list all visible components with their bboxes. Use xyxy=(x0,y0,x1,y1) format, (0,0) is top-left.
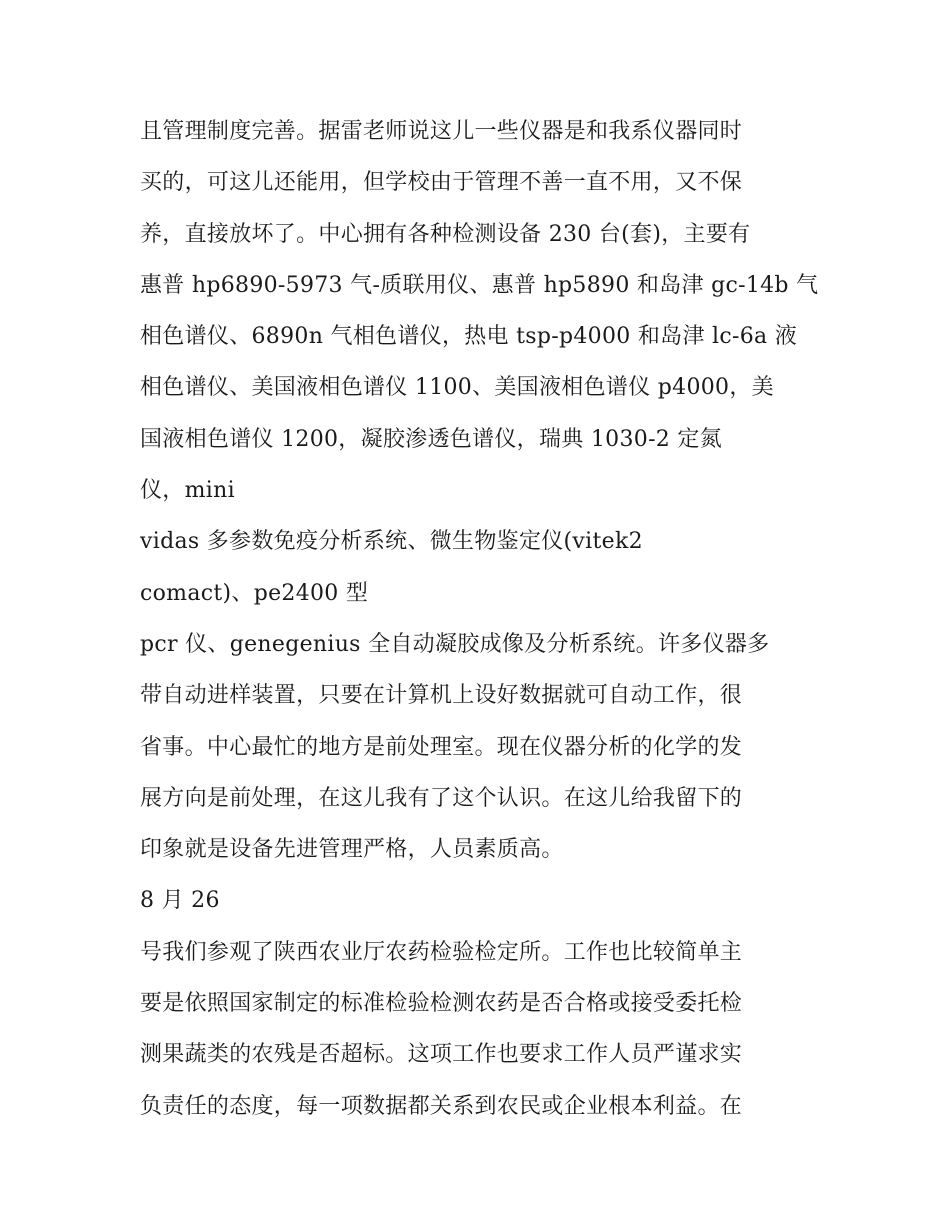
text-line: 相色谱仪、6890n 气相色谱仪，热电 tsp-p4000 和岛津 lc-6a 液 xyxy=(140,324,798,350)
text-line: 养，直接放坏了。中心拥有各种检测设备 230 台(套)，主要有 xyxy=(140,221,751,247)
text-line: vidas 多参数免疫分析系统、微生物鉴定仪(vitek2 xyxy=(140,529,643,555)
text-line: 省事。中心最忙的地方是前处理室。现在仪器分析的化学的发 xyxy=(140,734,743,760)
text-line: 号我们参观了陕西农业厅农药检验检定所。工作也比较简单主 xyxy=(140,939,743,965)
text-line: 带自动进样装置，只要在计算机上设好数据就可自动工作，很 xyxy=(140,683,743,709)
text-line: 买的，可这儿还能用，但学校由于管理不善一直不用，又不保 xyxy=(140,170,743,196)
text-line: 惠普 hp6890-5973 气-质联用仪、惠普 hp5890 和岛津 gc-14b 气 xyxy=(140,272,819,298)
text-line: 展方向是前处理，在这儿我有了这个认识。在这儿给我留下的 xyxy=(140,785,743,811)
text-line: 印象就是设备先进管理严格，人员素质高。 xyxy=(140,837,564,863)
text-line: 国液相色谱仪 1200，凝胶渗透色谱仪，瑞典 1030-2 定氮 xyxy=(140,426,722,452)
body-text xyxy=(140,106,820,1132)
text-line: 要是依照国家制定的标准检验检测农药是否合格或接受委托检 xyxy=(140,991,743,1017)
text-line: pcr 仪、genegenius 全自动凝胶成像及分析系统。许多仪器多 xyxy=(140,631,770,657)
text-line: 仪，mini xyxy=(140,478,235,504)
text-line: comact)、pe2400 型 xyxy=(140,580,369,606)
text-line: 且管理制度完善。据雷老师说这儿一些仪器是和我系仪器同时 xyxy=(140,119,743,144)
text-line: 负责任的态度，每一项数据都关系到农民或企业根本利益。在 xyxy=(140,1093,743,1119)
text-line: 相色谱仪、美国液相色谱仪 1100、美国液相色谱仪 p4000，美 xyxy=(140,375,774,401)
text-line: 8 月 26 xyxy=(140,888,220,914)
text-line: 测果蔬类的农残是否超标。这项工作也要求工作人员严谨求实 xyxy=(140,1042,743,1068)
